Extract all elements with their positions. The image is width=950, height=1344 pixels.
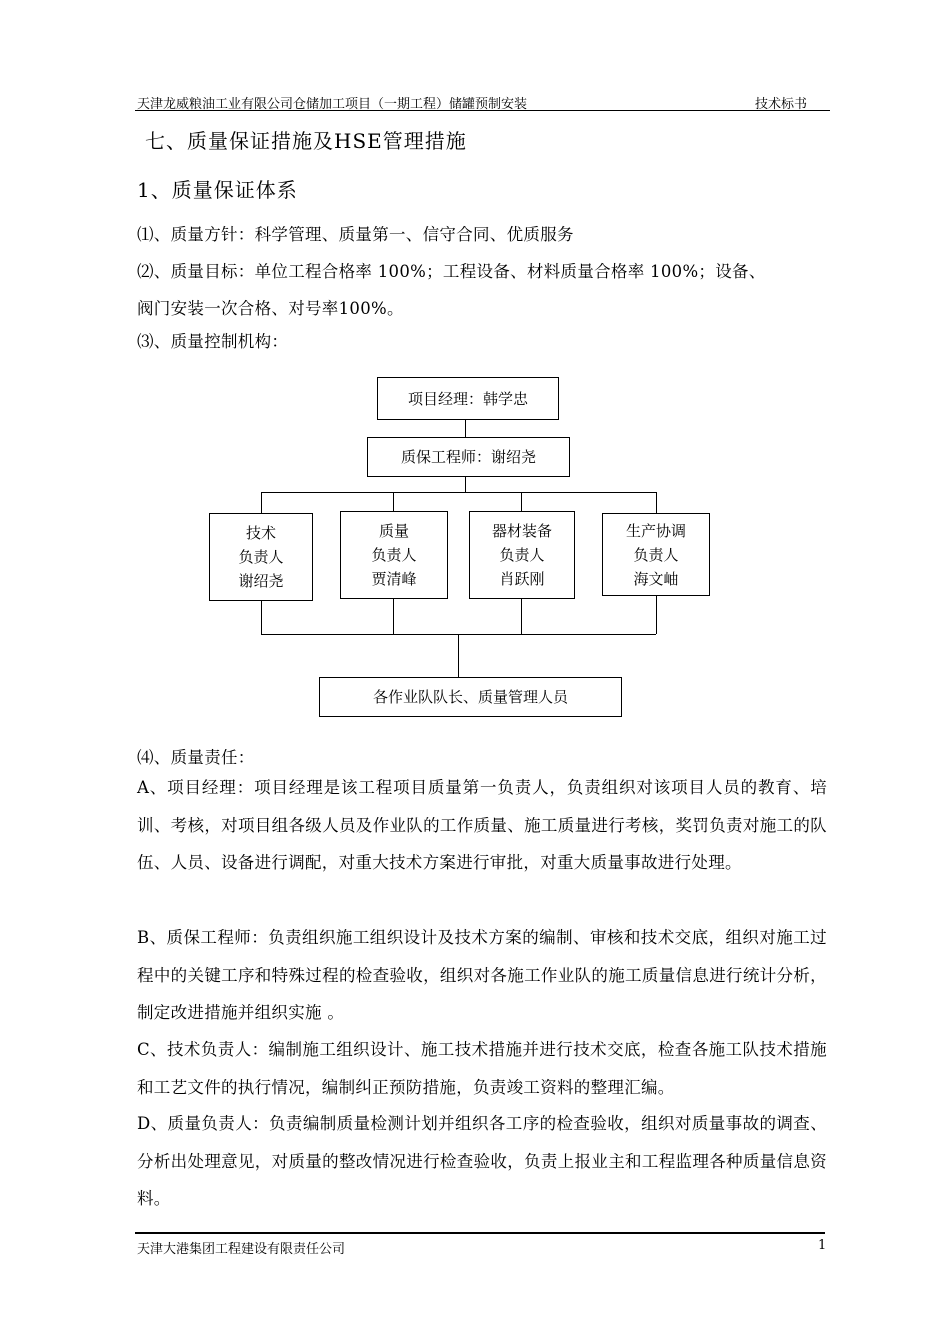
- connector: [521, 599, 522, 634]
- connector: [458, 634, 459, 677]
- header-rule: [135, 110, 830, 111]
- responsibility-quality-lead: [137, 1105, 827, 1218]
- responsibility-text: A、项目经理：项目经理是该工程项目质量第一负责人，负责组织对该项目人员的教育、培训、考核，对项目组各级人员及作业队的工作质量、施工质量进行考核，奖罚负责对施工的队伍、人员、设备进行调配，对重大技术方案进行审批，对重大质量事故进行处理。: [137, 778, 827, 872]
- connector: [393, 599, 394, 634]
- org-branch-line2: 负责人: [633, 545, 679, 564]
- org-branch-line1: 器材装备: [491, 522, 552, 540]
- org-box-manager: [377, 377, 559, 420]
- section-title: 七、质量保证措施及HSE管理措施: [145, 129, 467, 153]
- header-doc-type: 技术标书: [755, 97, 808, 112]
- responsibilities-title: ⑷、质量责任：: [137, 748, 255, 767]
- org-branch-line1: 技术: [245, 524, 276, 542]
- org-box-tech-lead: [209, 513, 313, 601]
- org-branch-line3: 海文岫: [633, 569, 679, 588]
- footer-company: 天津大港集团工程建设有限责任公司: [137, 1242, 346, 1257]
- org-box-team-leaders: [319, 677, 622, 717]
- section-subtitle: 1、质量保证体系: [137, 178, 298, 202]
- responsibility-text: D、质量负责人：负责编制质量检测计划并组织各工序的检查验收，组织对质量事故的调查、分析出处理意见，对质量的整改情况进行检查验收，负责上报业主和工程监理各种质量信息资料。: [137, 1114, 827, 1208]
- org-box-equipment-lead: [469, 511, 575, 599]
- org-box-qa-engineer: [367, 437, 570, 477]
- footer-rule: [135, 1232, 825, 1234]
- connector: [261, 492, 262, 513]
- org-branch-line1: 质量: [378, 522, 409, 540]
- connector: [465, 420, 466, 437]
- responsibility-text: B、质保工程师：负责组织施工组织设计及技术方案的编制、审核和技术交底，组织对施工过程中的关键工序和特殊过程的检查验收，组织对各施工作业队的施工质量信息进行统计分析，制定改进措施并组织实施 。: [137, 928, 827, 1022]
- responsibility-tech-lead: [137, 1031, 827, 1106]
- org-manager-label: 项目经理：韩学忠: [407, 389, 528, 408]
- org-branch-line3: 肖跃刚: [499, 570, 545, 588]
- connector: [393, 492, 394, 511]
- org-qa-engineer-label: 质保工程师：谢绍尧: [400, 448, 536, 466]
- quality-goal-line2: 阀门安装一次合格、对号率100%。: [137, 299, 404, 318]
- quality-goal-line1: ⑵、质量目标：单位工程合格率 100%；工程设备、材料质量合格率 100%；设备、: [137, 262, 766, 281]
- connector: [261, 492, 656, 493]
- org-structure-title: ⑶、质量控制机构：: [137, 332, 289, 351]
- org-branch-line3: 贾清峰: [371, 570, 417, 588]
- connector: [261, 601, 262, 634]
- page-number: 1: [818, 1238, 827, 1253]
- responsibility-qa-engineer: [137, 919, 827, 1032]
- org-branch-line2: 负责人: [499, 546, 545, 564]
- connector: [465, 477, 466, 492]
- org-branch-line1: 生产协调: [625, 521, 686, 540]
- connector: [521, 492, 522, 511]
- header-project-title: 天津龙威粮油工业有限公司仓储加工项目（一期工程）储罐预制安装: [137, 97, 528, 112]
- org-box-quality-lead: [340, 511, 448, 599]
- org-branch-line2: 负责人: [238, 548, 284, 566]
- org-bottom-label: 各作业队队长、质量管理人员: [372, 688, 568, 706]
- connector: [656, 492, 657, 513]
- org-branch-line2: 负责人: [371, 546, 417, 564]
- org-box-production-lead: [602, 513, 710, 596]
- quality-policy: ⑴、质量方针：科学管理、质量第一、信守合同、优质服务: [137, 225, 574, 244]
- responsibility-project-manager: [137, 769, 827, 882]
- connector: [656, 596, 657, 634]
- org-branch-line3: 谢绍尧: [238, 572, 284, 590]
- responsibility-text: C、技术负责人：编制施工组织设计、施工技术措施并进行技术交底，检查各施工队技术措施和工艺文件的执行情况，编制纠正预防措施，负责竣工资料的整理汇编。: [137, 1040, 827, 1097]
